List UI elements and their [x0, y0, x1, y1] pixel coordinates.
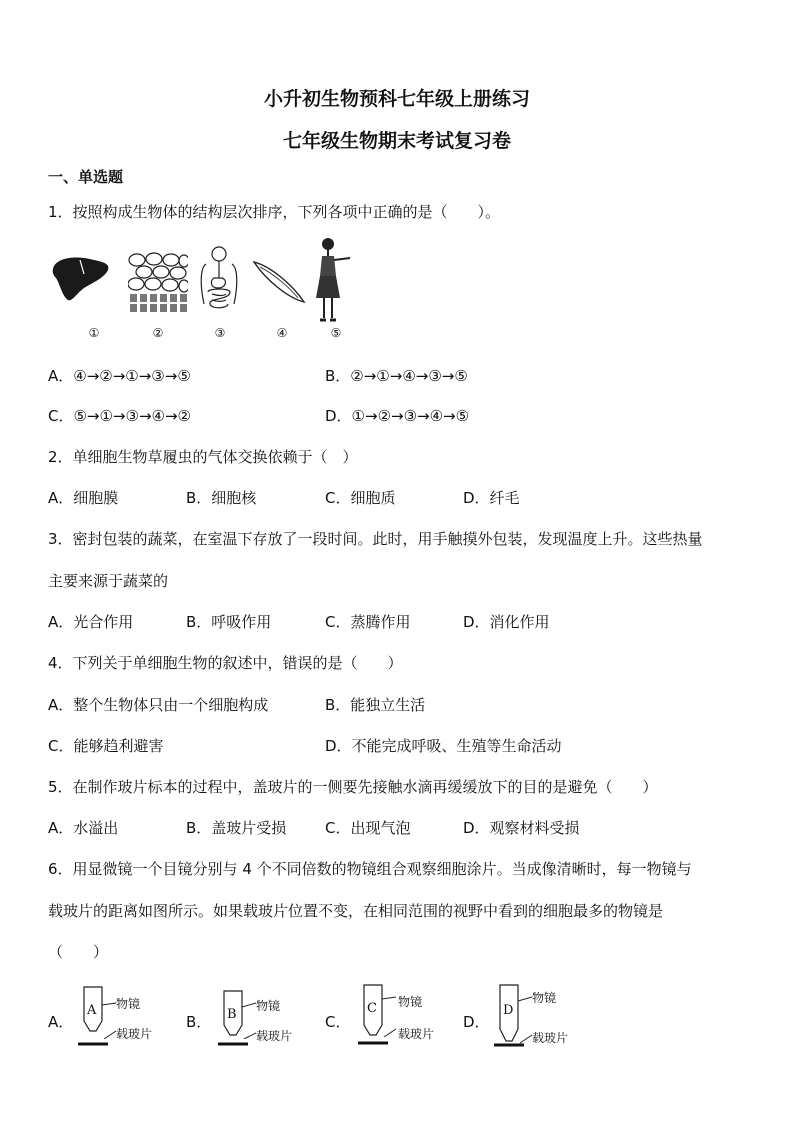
question-1-stem: 1．按照构成生物体的结构层次排序，下列各项中正确的是（ ）。 [48, 203, 501, 221]
document-subtitle: 七年级生物期末考试复习卷 [282, 130, 511, 152]
question-4-option-c[interactable]: C．能够趋利避害 [48, 737, 164, 755]
document-title: 小升初生物预科七年级上册练习 [263, 88, 530, 110]
objective-a-letter: A [87, 1003, 97, 1018]
question-6-option-d[interactable]: D． [463, 1013, 490, 1031]
question-4-option-d[interactable]: D．不能完成呼吸、生殖等生命活动 [325, 737, 562, 755]
question-6-option-c[interactable]: C． [325, 1013, 351, 1031]
question-5-option-b[interactable]: B．盖玻片受损 [186, 819, 287, 837]
question-2-option-d[interactable]: D．纤毛 [463, 489, 520, 507]
question-2-option-b[interactable]: B．细胞核 [186, 489, 257, 507]
slide-b-label: 载玻片 [256, 1029, 293, 1043]
question-5-stem: 5．在制作玻片标本的过程中，盖玻片的一侧要先接触水滴再缓缓放下的目的是避免（ ） [48, 778, 658, 796]
question-6-stem: 6．用显微镜一个目镜分别与 4 个不同倍数的物镜组合观察细胞涂片。当成像清晰时，每一物镜与 [48, 860, 692, 878]
question-5-option-a[interactable]: A．水溢出 [48, 819, 119, 837]
question-2-option-a[interactable]: A．细胞膜 [48, 489, 119, 507]
question-4-stem: 4．下列关于单细胞生物的叙述中，错误的是（ ） [48, 654, 403, 672]
objective-c-letter: C [367, 1001, 377, 1016]
question-5-option-d[interactable]: D．观察材料受损 [463, 819, 580, 837]
objective-a-label: 物镜 [116, 997, 141, 1011]
question-6-answer-blank: （ ） [48, 943, 109, 961]
question-6-option-b[interactable]: B． [186, 1013, 212, 1031]
slide-c-label: 载玻片 [398, 1027, 435, 1041]
question-3-option-c[interactable]: C．蒸腾作用 [325, 613, 411, 631]
question-1-option-d[interactable]: D．①→②→③→④→⑤ [325, 407, 470, 425]
objective-c-label: 物镜 [398, 995, 423, 1009]
question-4-option-b[interactable]: B．能独立生活 [325, 696, 426, 714]
slide-d-label: 载玻片 [532, 1031, 569, 1045]
liver-image [50, 254, 112, 304]
objective-d-letter: D [503, 1003, 514, 1018]
question-1-figure [44, 232, 364, 344]
question-2-stem: 2．单细胞生物草履虫的气体交换依赖于（ ） [48, 448, 358, 466]
objective-b-letter: B [227, 1007, 237, 1022]
question-6-option-a[interactable]: A． [48, 1013, 74, 1031]
question-2-option-c[interactable]: C．细胞质 [325, 489, 396, 507]
question-3-option-d[interactable]: D．消化作用 [463, 613, 550, 631]
figure-label-2: ② [152, 326, 164, 340]
question-3-option-b[interactable]: B．呼吸作用 [186, 613, 272, 631]
question-3-stem: 3．密封包装的蔬菜，在室温下存放了一段时间。此时，用手触摸外包装，发现温度上升。这些热量 [48, 530, 703, 548]
objective-d-label: 物镜 [532, 991, 557, 1005]
question-1-option-b[interactable]: B．②→①→④→③→⑤ [325, 367, 468, 385]
figure-label-3: ③ [214, 326, 226, 340]
objective-b-label: 物镜 [256, 999, 281, 1013]
person-image [316, 236, 356, 324]
figure-label-5: ⑤ [330, 326, 342, 340]
question-3-option-a[interactable]: A．光合作用 [48, 613, 134, 631]
digestive-system-image [196, 246, 242, 322]
figure-label-4: ④ [276, 326, 288, 340]
tissue-image [128, 252, 188, 314]
question-1-option-a[interactable]: A．④→②→①→③→⑤ [48, 367, 191, 385]
question-4-option-a[interactable]: A．整个生物体只由一个细胞构成 [48, 696, 269, 714]
question-3-stem-continued: 主要来源于蔬菜的 [48, 572, 169, 590]
question-5-option-c[interactable]: C．出现气泡 [325, 819, 411, 837]
section-heading: 一、单选题 [48, 168, 124, 186]
slide-a-label: 载玻片 [116, 1027, 153, 1041]
muscle-image [252, 258, 306, 306]
figure-label-1: ① [88, 326, 100, 340]
question-1-option-c[interactable]: C．⑤→①→③→④→② [48, 407, 191, 425]
question-6-stem-continued: 载玻片的距离如图所示。如果载玻片位置不变，在相同范围的视野中看到的细胞最多的物镜是 [48, 902, 664, 920]
